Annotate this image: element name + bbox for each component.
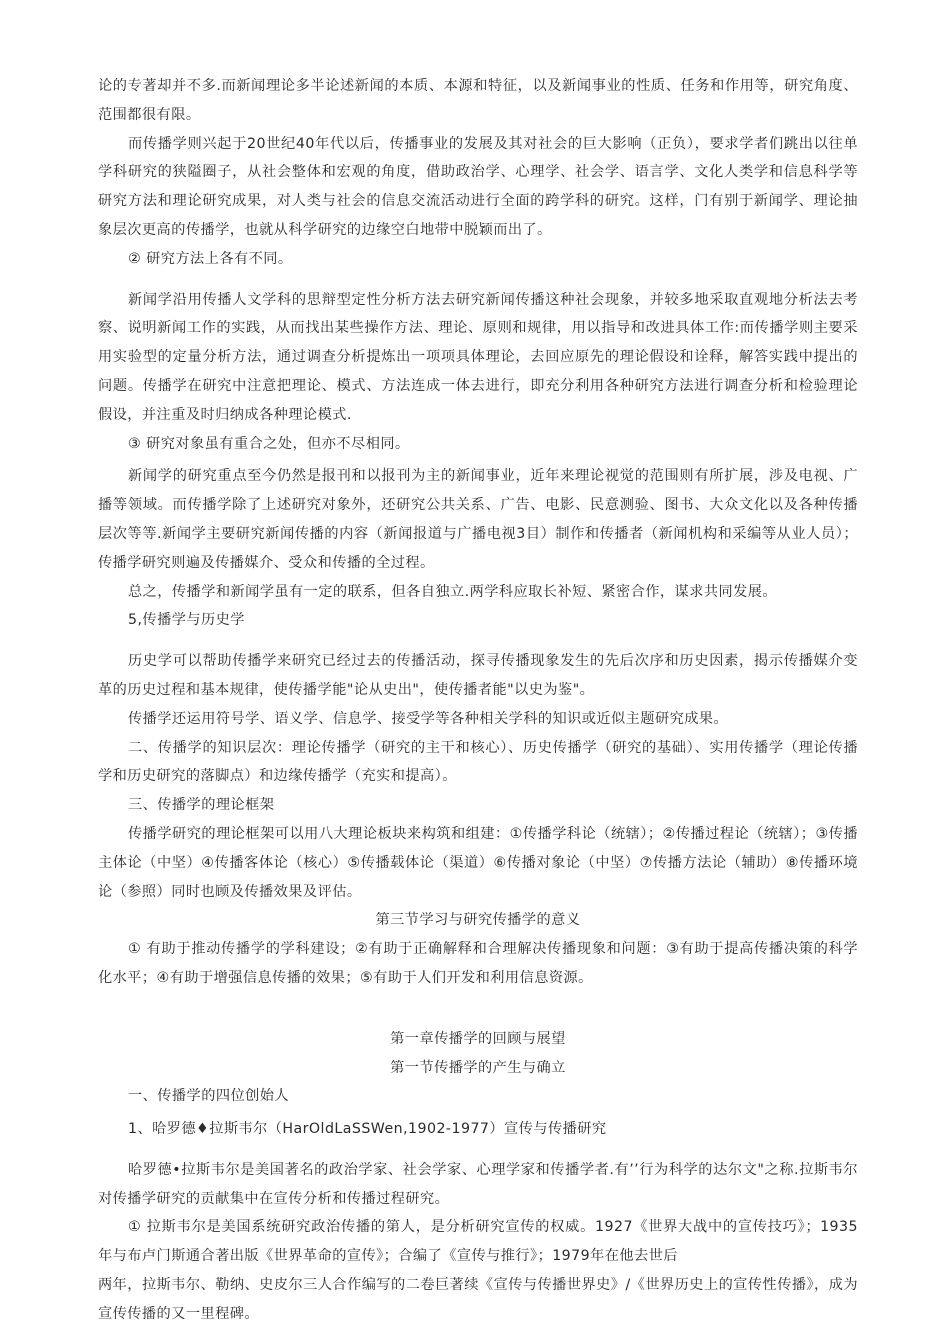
list-item-heading: ② 研究方法上各有不同。 xyxy=(128,250,293,267)
paragraph: 传播学还运用符号学、语义学、信息学、接受学等各种相关学科的知识或近似主题研究成果。 xyxy=(128,710,729,727)
paragraph: ① 拉斯韦尔是美国系统研究政治传播的第人，是分析研究宣传的权威。1927《世界大战中的宣传技巧》；1935年与布卢门斯通合著出版《世界革命的宣传》；合编了《宣传与推行》；1979年在他去世后 xyxy=(98,1219,858,1265)
paragraph: ① 有助于推动传播学的学科建设；②有助于正确解释和合理解决传播现象和问题：③有助于提高传播决策的科学化水平；④有助于增强信息传播的效果；⑤有助于人们开发和利用信息资源。 xyxy=(98,941,858,986)
paragraph: 总之，传播学和新闻学虽有一定的联系，但各自独立.两学科应取长补短、紧密合作，谋求共同发展。 xyxy=(128,583,778,600)
paragraph: 而传播学则兴起于20世纪40年代以后，传播事业的发展及其对社会的巨大影响（正负），要求学者们跳出以往单学科研究的狭隘圈子，从社会整体和宏观的角度，借助政治学、心理学、社会学、语言学、文化人类学和信息科学等研究方法和理论研究成果，对人类与社会的信息交流活动进行全面的跨学科的研究。这样，门有别于新闻学、理论抽象层次更高的传播学，也就从科学研究的边缘空白地带中脱颖而出了。 xyxy=(98,135,858,238)
section-title: 第三节学习与研究传播学的意义 xyxy=(375,912,581,929)
subsection-heading: 1、哈罗德♦拉斯韦尔（HarOldLaSSWen,1902-1977）宣传与传播研究 xyxy=(128,1121,607,1138)
paragraph: 历史学可以帮助传播学来研究已经过去的传播活动，探寻传播现象发生的先后次序和历史因素，揭示传播媒介变革的历史过程和基本规律，使传播学能"论从史出"，使传播者能"以史为鉴"。 xyxy=(98,653,858,698)
document-page xyxy=(98,72,858,1329)
paragraph: 新闻学沿用传播人文学科的思辩型定性分析方法去研究新闻传播这种社会现象，并较多地采取直观地分析法去考察、说明新闻工作的实践，从而找出某些操作方法、理论、原则和规律，用以指导和改进具体工作:而传播学则主要采用实验型的定量分析方法，通过调查分析提炼出一项项具体理论，去回应原先的理论假设和诠释，解答实践中提出的问题。传播学在研究中注意把理论、模式、方法连成一体去进行，即充分利用各种研究方法进行调查分析和检验理论假设，并注重及时归纳成各种理论模式. xyxy=(98,291,858,423)
chapter-title: 第一章传播学的回顾与展望 xyxy=(390,1030,566,1047)
list-item-heading: ③ 研究对象虽有重合之处，但亦不尽相同。 xyxy=(128,435,410,452)
paragraph: 哈罗德•拉斯韦尔是美国著名的政治学家、社会学家、心理学家和传播学者.有’’行为科学的达尔文"之称.拉斯韦尔对传播学研究的贡献集中在宣传分析和传播过程研究。 xyxy=(98,1161,858,1207)
paragraph: 论的专著却并不多.而新闻理论多半论述新闻的本质、本源和特征，以及新闻事业的性质、任务和作用等，研究角度、范围都很有限。 xyxy=(98,78,858,123)
section-title: 第一节传播学的产生与确立 xyxy=(390,1059,566,1076)
paragraph: 二、传播学的知识层次：理论传播学（研究的主干和核心）、历史传播学（研究的基础）、实用传播学（理论传播学和历史研究的落脚点）和边缘传播学（充实和提高）。 xyxy=(98,739,858,785)
paragraph: 两年，拉斯韦尔、勒纳、史皮尔三人合作编写的二卷巨著续《宣传与传播世界史》/《世界历史上的宣传性传播》，成为宣传传播的又一里程碑。 xyxy=(98,1277,858,1322)
section-heading: 5,传播学与历史学 xyxy=(128,612,245,629)
subsection-heading: 一、传播学的四位创始人 xyxy=(128,1088,290,1105)
paragraph: 传播学研究的理论框架可以用八大理论板块来构筑和组建：①传播学科论（统辖）；②传播过程论（统辖）；③传播主体论（中坚）④传播客体论（核心）⑤传播载体论（渠道）⑥传播对象论（中坚）⑦传播方法论（辅助）⑧传播环境论（参照）同时也顾及传播效果及评估。 xyxy=(98,825,858,900)
paragraph: 新闻学的研究重点至今仍然是报刊和以报刊为主的新闻事业，近年来理论视觉的范围则有所扩展，涉及电视、广播等领域。而传播学除了上述研究对象外，还研究公共关系、广告、电影、民意测验、图书、大众文化以及各种传播层次等等.新闻学主要研究新闻传播的内容（新闻报道与广播电视3目）制作和传播者（新闻机构和采编等从业人员）；传播学研究则遍及传播媒介、受众和传播的全过程。 xyxy=(98,468,858,571)
section-heading: 三、传播学的理论框架 xyxy=(128,797,275,814)
